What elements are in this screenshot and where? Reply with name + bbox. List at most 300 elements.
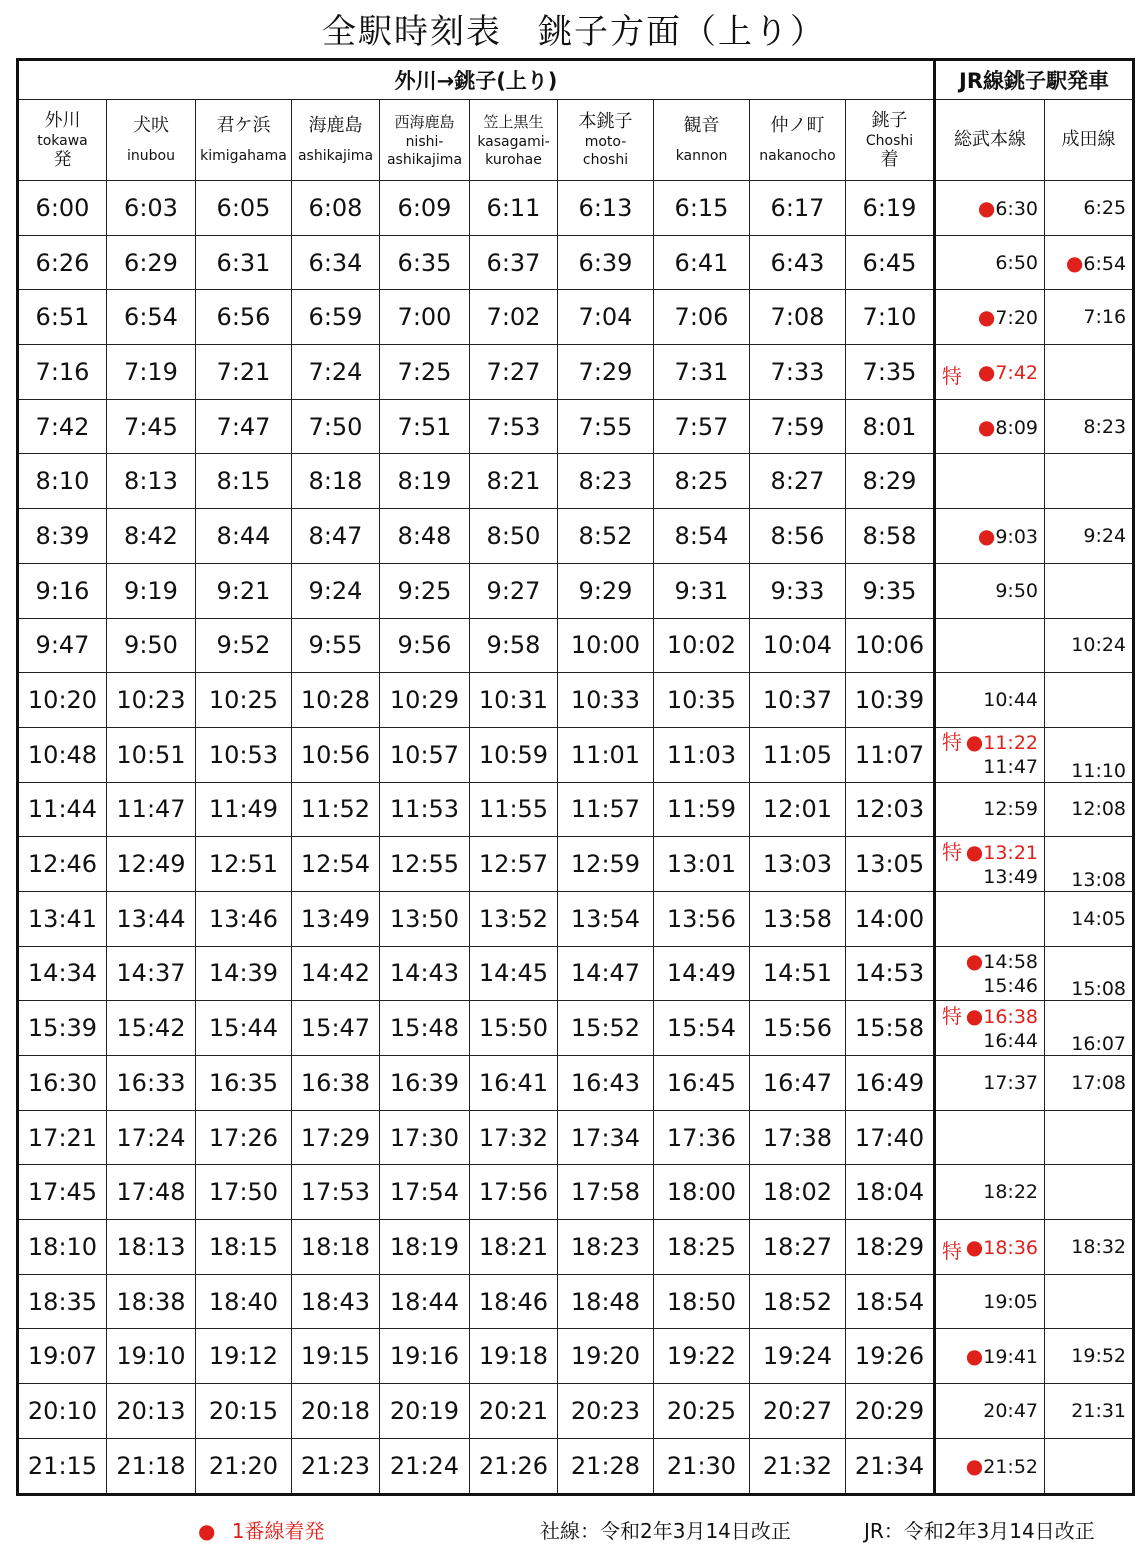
legend [198, 1515, 325, 1544]
time-cell: 8:25 [654, 454, 750, 509]
time-cell: 7:59 [750, 399, 846, 454]
time-cell: 19:18 [470, 1329, 558, 1384]
time-cell: 17:48 [107, 1165, 196, 1220]
jr-narita-cell [1045, 1056, 1134, 1111]
time-cell: 8:23 [558, 454, 654, 509]
jr-departure [936, 755, 1038, 779]
time-cell: 6:54 [107, 290, 196, 345]
time-cell: 9:24 [292, 563, 380, 618]
time-cell: 18:48 [558, 1274, 654, 1329]
jr-narita-cell [1045, 782, 1134, 837]
table-row [18, 1274, 1134, 1329]
jr-sobu-cell [935, 891, 1045, 946]
jr-departure-time: 12:08 [1071, 798, 1127, 821]
local-line-header: 外川→銚子(上り) [18, 60, 935, 100]
jr-sobu-cell [935, 509, 1045, 564]
time-cell: 18:00 [654, 1165, 750, 1220]
jr-narita-cell [1045, 345, 1134, 400]
time-cell: 15:50 [470, 1001, 558, 1056]
time-cell: 8:42 [107, 509, 196, 564]
time-cell: 18:10 [18, 1220, 107, 1275]
table-row [18, 782, 1134, 837]
time-cell: 15:56 [750, 1001, 846, 1056]
jr-narita-cell [1045, 1110, 1134, 1165]
time-cell: 18:04 [846, 1165, 935, 1220]
time-cell: 6:13 [558, 181, 654, 236]
time-cell: 7:27 [470, 345, 558, 400]
time-cell: 12:57 [470, 837, 558, 892]
time-cell: 14:39 [196, 946, 292, 1001]
time-cell: 18:46 [470, 1274, 558, 1329]
time-cell: 6:19 [846, 181, 935, 236]
jr-narita-cell [1045, 290, 1134, 345]
jr-departure-time: 16:44 [983, 1029, 1039, 1052]
time-cell: 16:35 [196, 1056, 292, 1111]
time-cell: 9:31 [654, 563, 750, 618]
jr-departure-time: 7:42 [995, 361, 1039, 384]
jr-departure-time: 19:52 [1071, 1345, 1127, 1368]
station-header [18, 100, 107, 181]
time-cell: 10:56 [292, 727, 380, 782]
jr-departure [1071, 634, 1126, 656]
jr-sobu-cell [935, 1001, 1045, 1056]
jr-departure-time: 6:30 [995, 197, 1039, 220]
time-cell: 6:03 [107, 181, 196, 236]
platform-dot-icon: ● [965, 1234, 984, 1259]
time-cell: 18:27 [750, 1220, 846, 1275]
platform-dot-icon: ● [965, 730, 984, 755]
time-cell: 6:39 [558, 235, 654, 290]
time-cell: 6:59 [292, 290, 380, 345]
jr-departure-time: 14:58 [983, 950, 1039, 973]
platform-dot-icon: ● [965, 948, 984, 973]
jr-sobu-cell [935, 290, 1045, 345]
time-cell: 7:02 [470, 290, 558, 345]
time-cell: 21:32 [750, 1438, 846, 1494]
time-cell: 7:00 [380, 290, 470, 345]
time-cell: 17:24 [107, 1110, 196, 1165]
time-cell: 15:58 [846, 1001, 935, 1056]
table-row [18, 509, 1134, 564]
time-cell: 8:21 [470, 454, 558, 509]
time-cell: 10:59 [470, 727, 558, 782]
time-cell: 7:33 [750, 345, 846, 400]
jr-line-name: 成田線 [1061, 129, 1116, 150]
time-cell: 8:47 [292, 509, 380, 564]
platform-dot-icon: ● [198, 1519, 216, 1543]
jr-narita-cell [1045, 399, 1134, 454]
table-row [18, 891, 1134, 946]
time-cell: 14:51 [750, 946, 846, 1001]
table-row [18, 290, 1134, 345]
time-cell: 14:00 [846, 891, 935, 946]
time-cell: 12:54 [292, 837, 380, 892]
table-row [18, 1110, 1134, 1165]
jr-narita-cell [1045, 454, 1134, 509]
jr-departure-time: 11:10 [1071, 759, 1127, 782]
time-cell: 6:43 [750, 235, 846, 290]
table-row [18, 1438, 1134, 1494]
jr-departure-time: 6:50 [995, 251, 1039, 274]
time-cell: 10:04 [750, 618, 846, 673]
jr-departure [1083, 416, 1126, 438]
table-row [18, 673, 1134, 728]
jr-sobu-cell [935, 563, 1045, 618]
time-cell: 16:49 [846, 1056, 935, 1111]
local-revision-note: 社線：令和2年3月14日改正 [540, 1519, 791, 1543]
time-cell: 6:34 [292, 235, 380, 290]
time-cell: 19:20 [558, 1329, 654, 1384]
station-name-romaji: kannon [675, 148, 728, 164]
time-cell: 7:50 [292, 399, 380, 454]
time-cell: 10:31 [470, 673, 558, 728]
limited-express-mark: 特 [942, 1238, 963, 1263]
time-cell: 6:08 [292, 181, 380, 236]
time-cell: 11:52 [292, 782, 380, 837]
jr-departure [1071, 908, 1126, 930]
time-cell: 10:37 [750, 673, 846, 728]
time-cell: 11:49 [196, 782, 292, 837]
platform-dot-icon: ● [977, 414, 996, 439]
page-title: 全駅時刻表 銚子方面（上り） [322, 12, 826, 52]
jr-departure-time: 11:47 [983, 756, 1039, 779]
time-cell: 10:06 [846, 618, 935, 673]
table-row [18, 727, 1134, 782]
time-cell: 21:30 [654, 1438, 750, 1494]
time-cell: 21:34 [846, 1438, 935, 1494]
jr-sobu-cell [935, 1110, 1045, 1165]
time-cell: 12:55 [380, 837, 470, 892]
station-header [558, 100, 654, 181]
time-cell: 17:53 [292, 1165, 380, 1220]
jr-sobu-cell [935, 1056, 1045, 1111]
time-cell: 9:19 [107, 563, 196, 618]
station-name-romaji: inubou [127, 148, 175, 164]
jr-departure-time: 13:08 [1071, 868, 1127, 891]
time-cell: 6:45 [846, 235, 935, 290]
station-name-romaji: nishi- [405, 134, 444, 150]
jr-departure-time: 8:23 [1083, 415, 1127, 438]
station-header [196, 100, 292, 181]
platform-dot-icon: ● [965, 1453, 984, 1478]
jr-departure-time: 15:08 [1071, 978, 1127, 1001]
time-cell: 16:38 [292, 1056, 380, 1111]
jr-sobu-cell [935, 946, 1045, 1001]
jr-departure [1071, 1033, 1126, 1055]
time-cell: 10:02 [654, 618, 750, 673]
station-name-romaji: kasagami- [477, 134, 550, 150]
jr-narita-cell [1045, 1220, 1134, 1275]
time-cell: 12:51 [196, 837, 292, 892]
time-cell: 20:23 [558, 1384, 654, 1439]
jr-departure-time: 16:38 [983, 1005, 1039, 1028]
station-header [380, 100, 470, 181]
station-name-romaji: kimigahama [200, 148, 287, 164]
time-cell: 8:54 [654, 509, 750, 564]
time-cell: 10:53 [196, 727, 292, 782]
jr-departure-time: 10:24 [1071, 634, 1127, 657]
time-cell: 17:45 [18, 1165, 107, 1220]
table-row [18, 181, 1134, 236]
time-cell: 18:29 [846, 1220, 935, 1275]
time-cell: 18:25 [654, 1220, 750, 1275]
time-cell: 12:46 [18, 837, 107, 892]
station-name-jp: 外川 [44, 110, 81, 131]
time-cell: 10:29 [380, 673, 470, 728]
jr-departure [936, 865, 1038, 889]
legend-text: 1番線着発 [231, 1519, 325, 1543]
time-cell: 13:03 [750, 837, 846, 892]
time-cell: 16:47 [750, 1056, 846, 1111]
table-row [18, 1056, 1134, 1111]
jr-departure-time: 12:59 [983, 798, 1039, 821]
jr-sobu-cell [935, 618, 1045, 673]
jr-departure [942, 359, 1039, 388]
time-cell: 20:18 [292, 1384, 380, 1439]
time-cell: 8:15 [196, 454, 292, 509]
jr-narita-cell [1045, 509, 1134, 564]
time-cell: 7:06 [654, 290, 750, 345]
time-cell: 10:48 [18, 727, 107, 782]
table-row [18, 235, 1134, 290]
jr-departure [1083, 306, 1126, 328]
jr-departure-time: 14:05 [1071, 907, 1127, 930]
time-cell: 20:19 [380, 1384, 470, 1439]
time-cell: 14:42 [292, 946, 380, 1001]
jr-sobu-cell [935, 782, 1045, 837]
station-name-jp: 銚子 [871, 110, 908, 131]
jr-departure-time: 20:47 [983, 1399, 1039, 1422]
time-cell: 11:01 [558, 727, 654, 782]
jr-narita-cell [1045, 181, 1134, 236]
time-cell: 10:33 [558, 673, 654, 728]
platform-dot-icon: ● [965, 1344, 984, 1369]
time-cell: 21:28 [558, 1438, 654, 1494]
jr-narita-cell [1045, 673, 1134, 728]
jr-line-name: 総武本線 [954, 129, 1027, 150]
time-cell: 18:38 [107, 1274, 196, 1329]
time-cell: 9:27 [470, 563, 558, 618]
time-cell: 19:10 [107, 1329, 196, 1384]
time-cell: 8:56 [750, 509, 846, 564]
time-cell: 6:17 [750, 181, 846, 236]
time-cell: 10:00 [558, 618, 654, 673]
platform-dot-icon: ● [977, 195, 996, 220]
time-cell: 11:59 [654, 782, 750, 837]
station-name-romaji: Choshi [865, 133, 914, 149]
time-cell: 13:01 [654, 837, 750, 892]
table-row [18, 1220, 1134, 1275]
time-cell: 18:18 [292, 1220, 380, 1275]
jr-sobu-cell [935, 1329, 1045, 1384]
time-cell: 21:20 [196, 1438, 292, 1494]
station-name-romaji-2: ashikajima [386, 152, 463, 168]
time-cell: 15:44 [196, 1001, 292, 1056]
jr-departure [978, 307, 1038, 329]
station-name-jp: 観音 [683, 115, 720, 136]
time-cell: 13:58 [750, 891, 846, 946]
jr-departure [936, 974, 1038, 998]
time-cell: 9:50 [107, 618, 196, 673]
time-cell: 20:29 [846, 1384, 935, 1439]
time-cell: 11:47 [107, 782, 196, 837]
time-cell: 21:26 [470, 1438, 558, 1494]
time-cell: 16:30 [18, 1056, 107, 1111]
table-row [18, 399, 1134, 454]
station-name-romaji-2: kurohae [485, 152, 542, 168]
jr-sobu-cell [935, 345, 1045, 400]
time-cell: 10:35 [654, 673, 750, 728]
time-cell: 20:25 [654, 1384, 750, 1439]
jr-departure [936, 949, 1038, 974]
jr-narita-cell [1045, 563, 1134, 618]
limited-express-mark: 特 [942, 730, 963, 755]
time-cell: 9:16 [18, 563, 107, 618]
time-cell: 17:58 [558, 1165, 654, 1220]
limited-express-mark: 特 [942, 1003, 963, 1028]
jr-departure [1071, 1400, 1126, 1422]
time-cell: 13:44 [107, 891, 196, 946]
jr-narita-cell [1045, 1384, 1134, 1439]
station-header [654, 100, 750, 181]
jr-departure-time: 13:49 [983, 865, 1039, 888]
time-cell: 20:15 [196, 1384, 292, 1439]
time-cell: 19:07 [18, 1329, 107, 1384]
time-cell: 8:10 [18, 454, 107, 509]
jr-departure [966, 1346, 1038, 1368]
station-name-romaji: tokawa [37, 133, 88, 149]
time-cell: 19:22 [654, 1329, 750, 1384]
jr-narita-cell [1045, 1329, 1134, 1384]
station-header [846, 100, 935, 181]
jr-departure [983, 1072, 1038, 1094]
time-cell: 17:26 [196, 1110, 292, 1165]
station-name-jp: 仲ノ町 [770, 115, 825, 136]
platform-dot-icon: ● [965, 839, 984, 864]
jr-narita-cell [1045, 837, 1134, 892]
jr-line-header [1045, 100, 1134, 181]
jr-departure-time: 7:16 [1083, 306, 1127, 329]
time-cell: 6:29 [107, 235, 196, 290]
time-cell: 21:23 [292, 1438, 380, 1494]
timetable-body [18, 181, 1134, 1495]
time-cell: 8:50 [470, 509, 558, 564]
time-cell: 7:19 [107, 345, 196, 400]
time-cell: 6:26 [18, 235, 107, 290]
jr-departure-time: 11:22 [983, 732, 1039, 755]
time-cell: 19:16 [380, 1329, 470, 1384]
table-row [18, 837, 1134, 892]
jr-departure [983, 1181, 1038, 1203]
table-row [18, 946, 1134, 1001]
time-cell: 10:23 [107, 673, 196, 728]
jr-departure [936, 1004, 1038, 1029]
time-cell: 9:58 [470, 618, 558, 673]
jr-departure [936, 840, 1038, 865]
time-cell: 11:44 [18, 782, 107, 837]
jr-sobu-cell [935, 673, 1045, 728]
time-cell: 16:39 [380, 1056, 470, 1111]
jr-departure-time: 21:31 [1071, 1399, 1127, 1422]
jr-departure-time: 9:03 [995, 525, 1039, 548]
station-header [107, 100, 196, 181]
jr-departure [965, 1453, 1039, 1478]
platform-dot-icon: ● [965, 1003, 984, 1028]
jr-narita-cell [1045, 891, 1134, 946]
time-cell: 13:56 [654, 891, 750, 946]
time-cell: 10:28 [292, 673, 380, 728]
jr-departure [1065, 250, 1127, 275]
jr-departure-time: 18:22 [983, 1181, 1039, 1204]
time-cell: 11:53 [380, 782, 470, 837]
time-cell: 17:32 [470, 1110, 558, 1165]
jr-departure [995, 580, 1038, 602]
time-cell: 18:52 [750, 1274, 846, 1329]
jr-sobu-cell [935, 454, 1045, 509]
time-cell: 7:53 [470, 399, 558, 454]
time-cell: 15:39 [18, 1001, 107, 1056]
jr-departure [983, 1291, 1038, 1313]
jr-departure-time: 17:37 [983, 1071, 1039, 1094]
time-cell: 6:31 [196, 235, 292, 290]
time-cell: 6:00 [18, 181, 107, 236]
time-cell: 10:51 [107, 727, 196, 782]
time-cell: 20:10 [18, 1384, 107, 1439]
station-mark: 着 [880, 149, 899, 170]
station-header [292, 100, 380, 181]
time-cell: 6:51 [18, 290, 107, 345]
time-cell: 9:29 [558, 563, 654, 618]
timetable [16, 58, 1135, 1496]
jr-departure [983, 798, 1038, 820]
time-cell: 13:50 [380, 891, 470, 946]
station-name-romaji: nakanocho [759, 148, 836, 164]
jr-departure [1071, 1072, 1126, 1094]
time-cell: 18:02 [750, 1165, 846, 1220]
time-cell: 15:52 [558, 1001, 654, 1056]
jr-departure-time: 21:52 [983, 1455, 1039, 1478]
time-cell: 12:49 [107, 837, 196, 892]
jr-narita-cell [1045, 1165, 1134, 1220]
jr-departure-time: 17:08 [1071, 1071, 1127, 1094]
jr-departure [977, 195, 1039, 220]
jr-sobu-cell [935, 235, 1045, 290]
jr-sobu-cell [935, 1438, 1045, 1494]
jr-departure [942, 1234, 1039, 1263]
jr-sobu-cell [935, 1274, 1045, 1329]
jr-sobu-cell [935, 399, 1045, 454]
jr-departure [977, 414, 1039, 439]
time-cell: 18:13 [107, 1220, 196, 1275]
jr-departure-time: 19:05 [983, 1290, 1039, 1313]
time-cell: 18:21 [470, 1220, 558, 1275]
time-cell: 14:47 [558, 946, 654, 1001]
jr-departure [983, 1400, 1038, 1422]
time-cell: 7:45 [107, 399, 196, 454]
time-cell: 14:45 [470, 946, 558, 1001]
jr-narita-cell [1045, 727, 1134, 782]
time-cell: 7:55 [558, 399, 654, 454]
time-cell: 10:57 [380, 727, 470, 782]
time-cell: 6:41 [654, 235, 750, 290]
jr-departure [1071, 760, 1126, 782]
time-cell: 9:21 [196, 563, 292, 618]
time-cell: 6:05 [196, 181, 292, 236]
time-cell: 8:29 [846, 454, 935, 509]
time-cell: 7:57 [654, 399, 750, 454]
time-cell: 19:24 [750, 1329, 846, 1384]
jr-departure-time: 6:54 [1083, 252, 1127, 275]
